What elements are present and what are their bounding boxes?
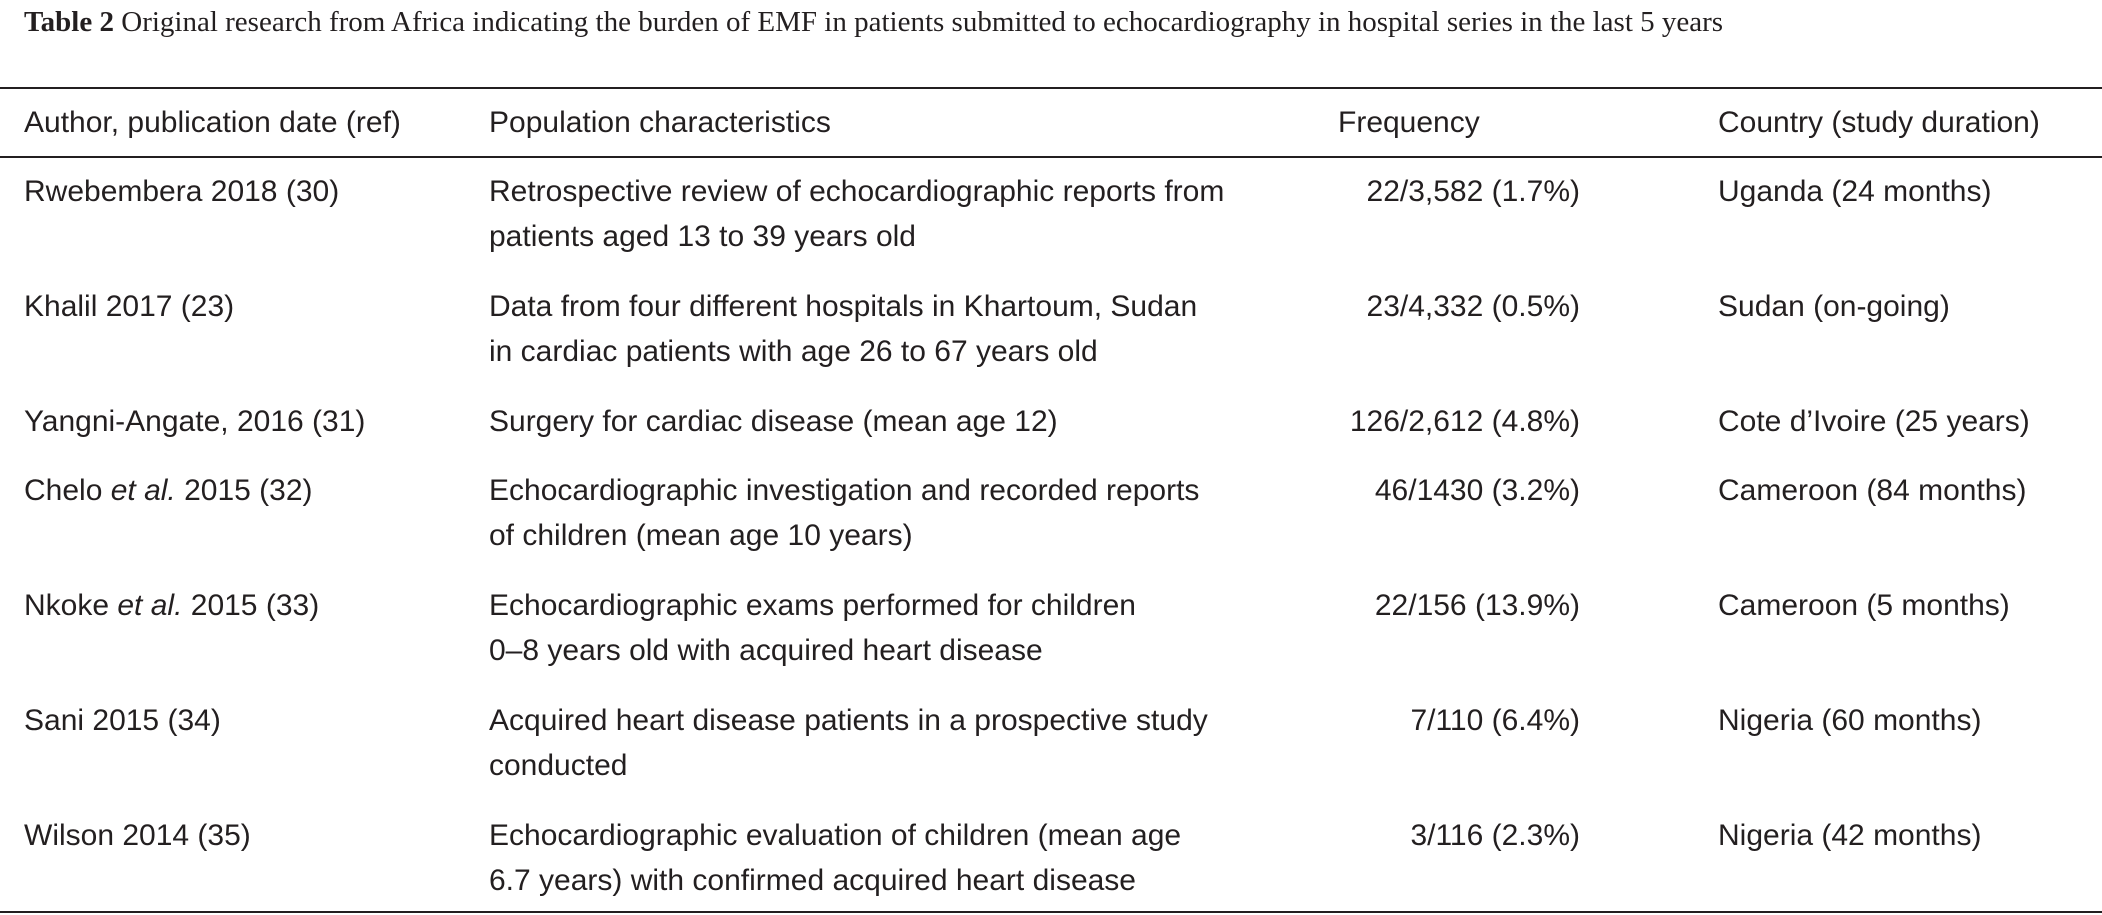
row-4-population-line2: of children (mean age 10 years) xyxy=(489,519,913,552)
row-2-author xyxy=(24,284,234,329)
row-6-population-line2: conducted xyxy=(489,749,628,782)
row-7-frequency: 3/116 (2.3%) xyxy=(1410,819,1580,852)
row-3-population-line1: Surgery for cardiac disease (mean age 12) xyxy=(489,405,1058,438)
row-1-population-line2: patients aged 13 to 39 years old xyxy=(489,220,916,253)
author-name: Nkoke xyxy=(24,589,118,622)
row-2-population-line1: Data from four different hospitals in Khartoum, Sudan xyxy=(489,290,1198,323)
row-3-frequency: 126/2,612 (4.8%) xyxy=(1349,405,1580,438)
author-name: Khalil xyxy=(24,290,98,323)
row-2-frequency: 23/4,332 (0.5%) xyxy=(1366,290,1580,323)
author-name: Yangni-Angate, xyxy=(24,405,229,438)
row-5-frequency: 22/156 (13.9%) xyxy=(1374,589,1580,622)
author-date-ref: 2017 (23) xyxy=(97,290,235,323)
row-7-population-line2: 6.7 years) with confirmed acquired heart disease xyxy=(489,864,1136,897)
row-3-country: Cote d’Ivoire (25 years) xyxy=(1718,405,2030,438)
author-name: Sani xyxy=(24,704,85,737)
row-6-population-line1: Acquired heart disease patients in a prospective study xyxy=(489,704,1208,737)
author-date-ref: 2018 (30) xyxy=(202,175,340,208)
row-5-author xyxy=(24,583,319,628)
row-7-author xyxy=(24,813,251,858)
row-1-frequency: 22/3,582 (1.7%) xyxy=(1366,175,1580,208)
row-6-frequency: 7/110 (6.4%) xyxy=(1410,704,1580,737)
author-date-ref: 2015 (32) xyxy=(175,474,313,507)
row-1-author xyxy=(24,169,339,214)
author-date-ref: 2016 (31) xyxy=(228,405,366,438)
row-4-population-line1: Echocardiographic investigation and recorded reports xyxy=(489,474,1200,507)
author-date-ref: 2014 (35) xyxy=(114,819,251,852)
row-5-country: Cameroon (5 months) xyxy=(1718,589,2010,622)
table-top-rule xyxy=(0,87,2102,89)
author-etal: et al. xyxy=(117,589,183,622)
author-name: Wilson xyxy=(24,819,115,852)
row-2-country: Sudan (on-going) xyxy=(1718,290,1950,323)
row-4-frequency: 46/1430 (3.2%) xyxy=(1374,474,1580,507)
author-name: Chelo xyxy=(24,474,111,507)
author-date-ref: 2015 (34) xyxy=(84,704,221,737)
header-frequency: Frequency xyxy=(1338,106,1480,139)
table-caption-text: Original research from Africa indicating the burden of EMF in patients submitted to echocardiography in hospital series in the last 5 years xyxy=(121,6,1724,38)
row-1-population-line1: Retrospective review of echocardiographic reports from xyxy=(489,175,1225,208)
row-1-country: Uganda (24 months) xyxy=(1718,175,1992,208)
row-6-author xyxy=(24,698,221,743)
row-5-population-line1: Echocardiographic exams performed for children xyxy=(489,589,1136,622)
table-label: Table 2 xyxy=(24,6,114,38)
author-etal: et al. xyxy=(110,474,176,507)
header-country: Country (study duration) xyxy=(1718,106,2040,139)
row-5-population-line2: 0–8 years old with acquired heart disease xyxy=(489,634,1043,667)
table-caption xyxy=(24,0,2082,45)
author-name: Rwebembera xyxy=(24,175,203,208)
header-author: Author, publication date (ref) xyxy=(24,106,401,139)
row-4-country: Cameroon (84 months) xyxy=(1718,474,2027,507)
header-population: Population characteristics xyxy=(489,106,831,139)
row-6-country: Nigeria (60 months) xyxy=(1718,704,1982,737)
row-7-population-line1: Echocardiographic evaluation of children (mean age xyxy=(489,819,1182,852)
row-7-country: Nigeria (42 months) xyxy=(1718,819,1982,852)
author-date-ref: 2015 (33) xyxy=(182,589,320,622)
table-header-rule xyxy=(0,156,2102,158)
table-bottom-rule xyxy=(0,911,2102,913)
row-4-author xyxy=(24,468,313,513)
row-3-author xyxy=(24,399,365,444)
row-2-population-line2: in cardiac patients with age 26 to 67 years old xyxy=(489,335,1098,368)
